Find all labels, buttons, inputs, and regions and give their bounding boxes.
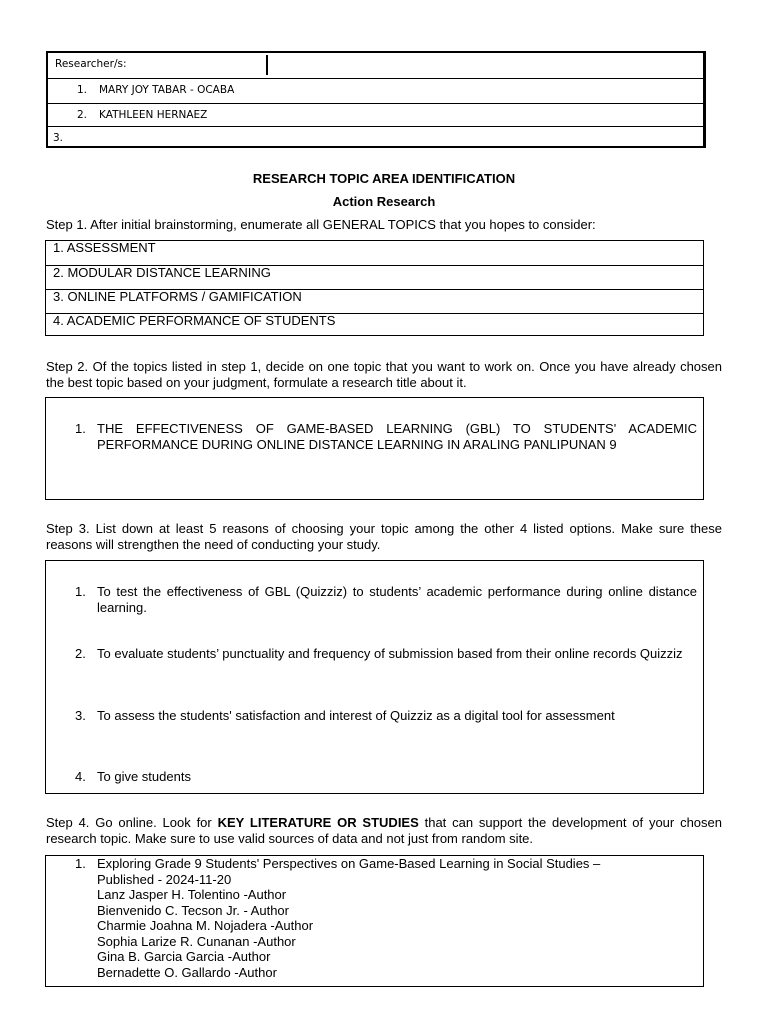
topics-table bbox=[45, 240, 704, 336]
topic-row: 3. ONLINE PLATFORMS / GAMIFICATION bbox=[46, 289, 703, 313]
researcher-value-cell bbox=[270, 55, 701, 75]
literature-reference bbox=[97, 856, 697, 980]
researcher-number: 3. bbox=[53, 132, 64, 144]
research-title-box bbox=[45, 397, 704, 500]
literature-box bbox=[45, 855, 704, 987]
researcher-number: 2. bbox=[77, 109, 88, 121]
reference-published: Published - 2024-11-20 bbox=[97, 871, 232, 887]
step4-instruction bbox=[46, 815, 722, 846]
topic-row: 1. ASSESSMENT bbox=[53, 240, 156, 255]
researcher-row bbox=[48, 79, 703, 103]
researcher-label: Researcher/s: bbox=[55, 58, 127, 70]
step2-instruction: Step 2. Of the topics listed in step 1, decide on one topic that you want to work on. Once you have already chosen the best topic based on your judgment, formulate a research title about it. bbox=[46, 359, 722, 390]
reference-author: Lanz Jasper H. Tolentino -Author bbox=[97, 887, 287, 902]
step4-instruction-suffix: that can support the development of your chosen research topic. Make sure to use valid sources of data and not just from random site. bbox=[46, 815, 722, 846]
researcher-name: MARY JOY TABAR - OCABA bbox=[99, 84, 235, 96]
researcher-table bbox=[46, 51, 706, 148]
page-title: RESEARCH TOPIC AREA IDENTIFICATION bbox=[252, 171, 516, 186]
topic-row: 4. ACADEMIC PERFORMANCE OF STUDENTS bbox=[46, 313, 703, 337]
reason-text: To test the effectiveness of GBL (Quizziz) to students’ academic performance during online distance learning. bbox=[97, 584, 697, 615]
step4-instruction-prefix: Step 4. Go online. Look for bbox=[46, 815, 218, 830]
list-number: 3. bbox=[75, 708, 86, 723]
reference-author: Bienvenido C. Tecson Jr. - Author bbox=[97, 902, 289, 918]
reason-text: To assess the students' satisfaction and interest of Quizziz as a digital tool for assessment bbox=[97, 708, 615, 723]
reason-text: To give students bbox=[97, 769, 191, 784]
reference-author: Sophia Larize R. Cunanan -Author bbox=[97, 933, 296, 949]
list-number: 1. bbox=[75, 856, 86, 871]
page-subtitle: Action Research bbox=[332, 194, 436, 209]
researcher-label-cell bbox=[50, 55, 268, 75]
list-number: 4. bbox=[75, 769, 86, 784]
reference-author: Charmie Joahna M. Nojadera -Author bbox=[97, 918, 314, 933]
researcher-row bbox=[48, 126, 703, 148]
reason-text: To evaluate students’ punctuality and frequency of submission based from their online records Quizziz bbox=[97, 646, 683, 661]
reference-author: Gina B. Garcia Garcia -Author bbox=[97, 949, 271, 964]
step4-instruction-bold: KEY LITERATURE OR STUDIES bbox=[217, 815, 419, 830]
reasons-box bbox=[45, 560, 704, 794]
researcher-row bbox=[48, 103, 703, 126]
step1-instruction: Step 1. After initial brainstorming, enumerate all GENERAL TOPICS that you hopes to consider: bbox=[46, 217, 596, 232]
topic-row: 2. MODULAR DISTANCE LEARNING bbox=[46, 265, 703, 289]
step3-instruction: Step 3. List down at least 5 reasons of choosing your topic among the other 4 listed options. Make sure these reasons will strengthen the need of conducting your study. bbox=[46, 521, 722, 552]
research-title: THE EFFECTIVENESS OF GAME-BASED LEARNING (GBL) TO STUDENTS' ACADEMIC PERFORMANCE DURING ONLINE DISTANCE LEARNING IN ARALING PANLIPUNAN 9 bbox=[97, 421, 697, 452]
reference-title: Exploring Grade 9 Students' Perspectives on Game-Based Learning in Social Studies – bbox=[97, 856, 601, 871]
list-number: 1. bbox=[75, 584, 86, 599]
list-number: 1. bbox=[75, 421, 86, 436]
researcher-number: 1. bbox=[77, 84, 88, 96]
researcher-header-row bbox=[48, 53, 703, 79]
researcher-name: KATHLEEN HERNAEZ bbox=[99, 109, 208, 121]
reference-author: Bernadette O. Gallardo -Author bbox=[97, 964, 277, 980]
list-number: 2. bbox=[75, 646, 86, 661]
